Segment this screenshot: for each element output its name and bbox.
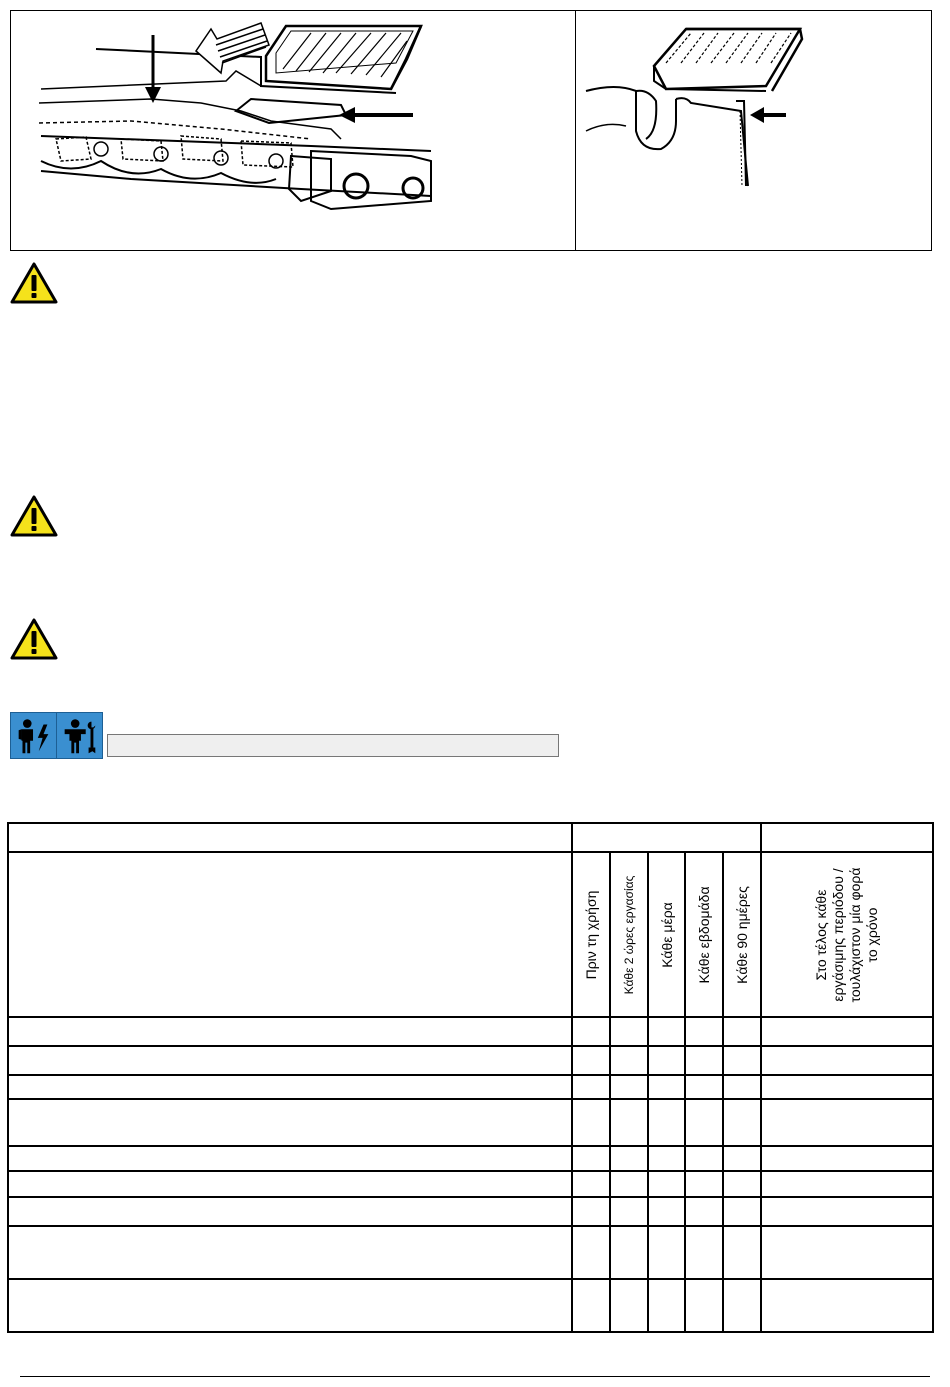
header-label: Κάθε μέρα bbox=[658, 901, 675, 968]
feed-direction-arrow bbox=[196, 23, 269, 73]
table-row bbox=[8, 1075, 933, 1099]
warning-triangle-icon bbox=[10, 262, 58, 304]
season-group-header-cell bbox=[761, 823, 933, 852]
left-arrow-indicator bbox=[339, 107, 413, 123]
column-header-before-use bbox=[572, 852, 610, 1017]
table-row bbox=[8, 1226, 933, 1279]
footer-rule bbox=[20, 1376, 930, 1377]
table-row bbox=[8, 1146, 933, 1171]
maintenance-schedule-table bbox=[7, 822, 934, 1333]
table-row bbox=[8, 1017, 933, 1046]
electrical-hazard-person-icon bbox=[10, 712, 57, 759]
table-row bbox=[8, 1197, 933, 1226]
cutter-filing-illustration bbox=[576, 11, 931, 250]
frequency-group-header-cell bbox=[572, 823, 761, 852]
down-arrow-indicator bbox=[145, 35, 161, 103]
header-label: Κάθε 90 ημέρες bbox=[734, 885, 751, 984]
column-header-end-of-season bbox=[761, 852, 933, 1017]
table-title-row bbox=[8, 823, 933, 852]
column-header-every-2-hours bbox=[610, 852, 648, 1017]
maintenance-person-wrench-icon bbox=[56, 712, 103, 759]
table-row bbox=[8, 1099, 933, 1146]
column-header-every-week bbox=[685, 852, 723, 1017]
chain-depth-gauge-illustration bbox=[11, 11, 574, 250]
warning-triangle-icon bbox=[10, 495, 58, 537]
table-row bbox=[8, 1171, 933, 1197]
header-label: Στο τέλος κάθε εργάσιμης περιόδου / τουλάχιστον μία φορά το χρόνο bbox=[813, 867, 881, 1002]
table-header-row bbox=[8, 852, 933, 1017]
header-label: Κάθε 2 ώρες εργασίας bbox=[622, 875, 636, 994]
column-header-every-90-days bbox=[723, 852, 761, 1017]
table-row bbox=[8, 1279, 933, 1332]
header-label: Κάθε εβδομάδα bbox=[696, 885, 712, 984]
section-title-bar bbox=[107, 734, 559, 757]
column-header-every-day bbox=[648, 852, 685, 1017]
left-pointing-arrow bbox=[750, 107, 786, 123]
task-description-header-cell bbox=[8, 852, 572, 1017]
wood-block-graphic bbox=[266, 26, 421, 89]
header-label: Πριν τη χρήση bbox=[583, 890, 599, 979]
table-row bbox=[8, 1046, 933, 1075]
task-header-cell bbox=[8, 823, 572, 852]
warning-triangle-icon bbox=[10, 618, 58, 660]
